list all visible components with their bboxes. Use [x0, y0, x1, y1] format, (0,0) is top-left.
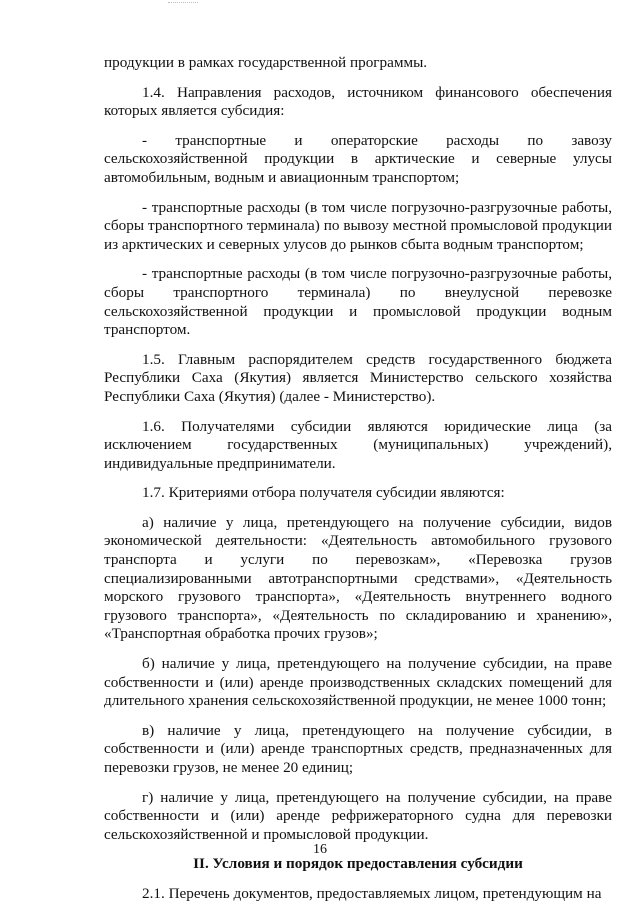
paragraph-1-4: 1.4. Направления расходов, источником финансового обеспечения которых является субсидия: — [104, 83, 612, 120]
paragraph-expense-transport-export: - транспортные расходы (в том числе погрузочно-разгрузочные работы, сборы транспортного терминала) по вывозу местной промысловой продукции из арктических и северных улусов до рынков сбыта водным транспортом; — [104, 198, 612, 253]
paragraph-criterion-g: г) наличие у лица, претендующего на получение субсидии, на праве собственности и (или) аренде рефрижераторного судна для перевозки сельскохозяйственной и промысловой продукции. — [104, 788, 612, 843]
page-number: 16 — [313, 842, 327, 857]
paragraph-1-5: 1.5. Главным распорядителем средств государственного бюджета Республики Саха (Якутия) является Министерство сельского хозяйства Республики Саха (Якутия) (далее - Министерство). — [104, 350, 612, 405]
section-heading: II. Условия и порядок предоставления субсидии — [193, 855, 523, 873]
paragraph-criterion-a: а) наличие у лица, претендующего на получение субсидии, видов экономической деятельности: «Деятельность автомобильного грузового транспорта и услуги по перевозкам», «Перевозка грузов специализированными автотранспортными средствами», «Деятельность морского грузового транспорта», «Деятельность внутреннего водного грузового транспорта», «Деятельность по складированию и хранению», «Транспортная обработка прочих грузов»; — [104, 513, 612, 643]
paragraph-criterion-v: в) наличие у лица, претендующего на получение субсидии, в собственности и (или) аренде транспортных средств, предназначенных для перевозки грузов, не менее 20 единиц; — [104, 721, 612, 776]
paragraph-2-1: 2.1. Перечень документов, предоставляемых лицом, претендующим на — [142, 884, 602, 902]
paragraph-continuation: продукции в рамках государственной программы. — [104, 54, 428, 71]
paragraph-1-7: 1.7. Критериями отбора получателя субсидии являются: — [142, 484, 505, 502]
scan-artifact — [168, 2, 198, 9]
document-page — [104, 54, 612, 915]
paragraph-criterion-b: б) наличие у лица, претендующего на получение субсидии, на праве собственности и (или) аренде производственных складских помещений для длительного хранения сельскохозяйственной продукции, не менее 1000 тонн; — [104, 655, 612, 710]
paragraph-expense-transport-interulus: - транспортные расходы (в том числе погрузочно-разгрузочные работы, сборы транспортного терминала) по внеулусной перевозке сельскохозяйственной продукции и промысловой продукции водным транспортом. — [104, 265, 612, 339]
paragraph-expense-transport-import: - транспортные и операторские расходы по завозу сельскохозяйственной продукции в арктические и северные улусы автомобильным, водным и авиационным транспортом; — [104, 131, 612, 186]
paragraph-1-6: 1.6. Получателями субсидии являются юридические лица (за исключением государственных (муниципальных) учреждений), индивидуальные предприниматели. — [104, 417, 612, 472]
